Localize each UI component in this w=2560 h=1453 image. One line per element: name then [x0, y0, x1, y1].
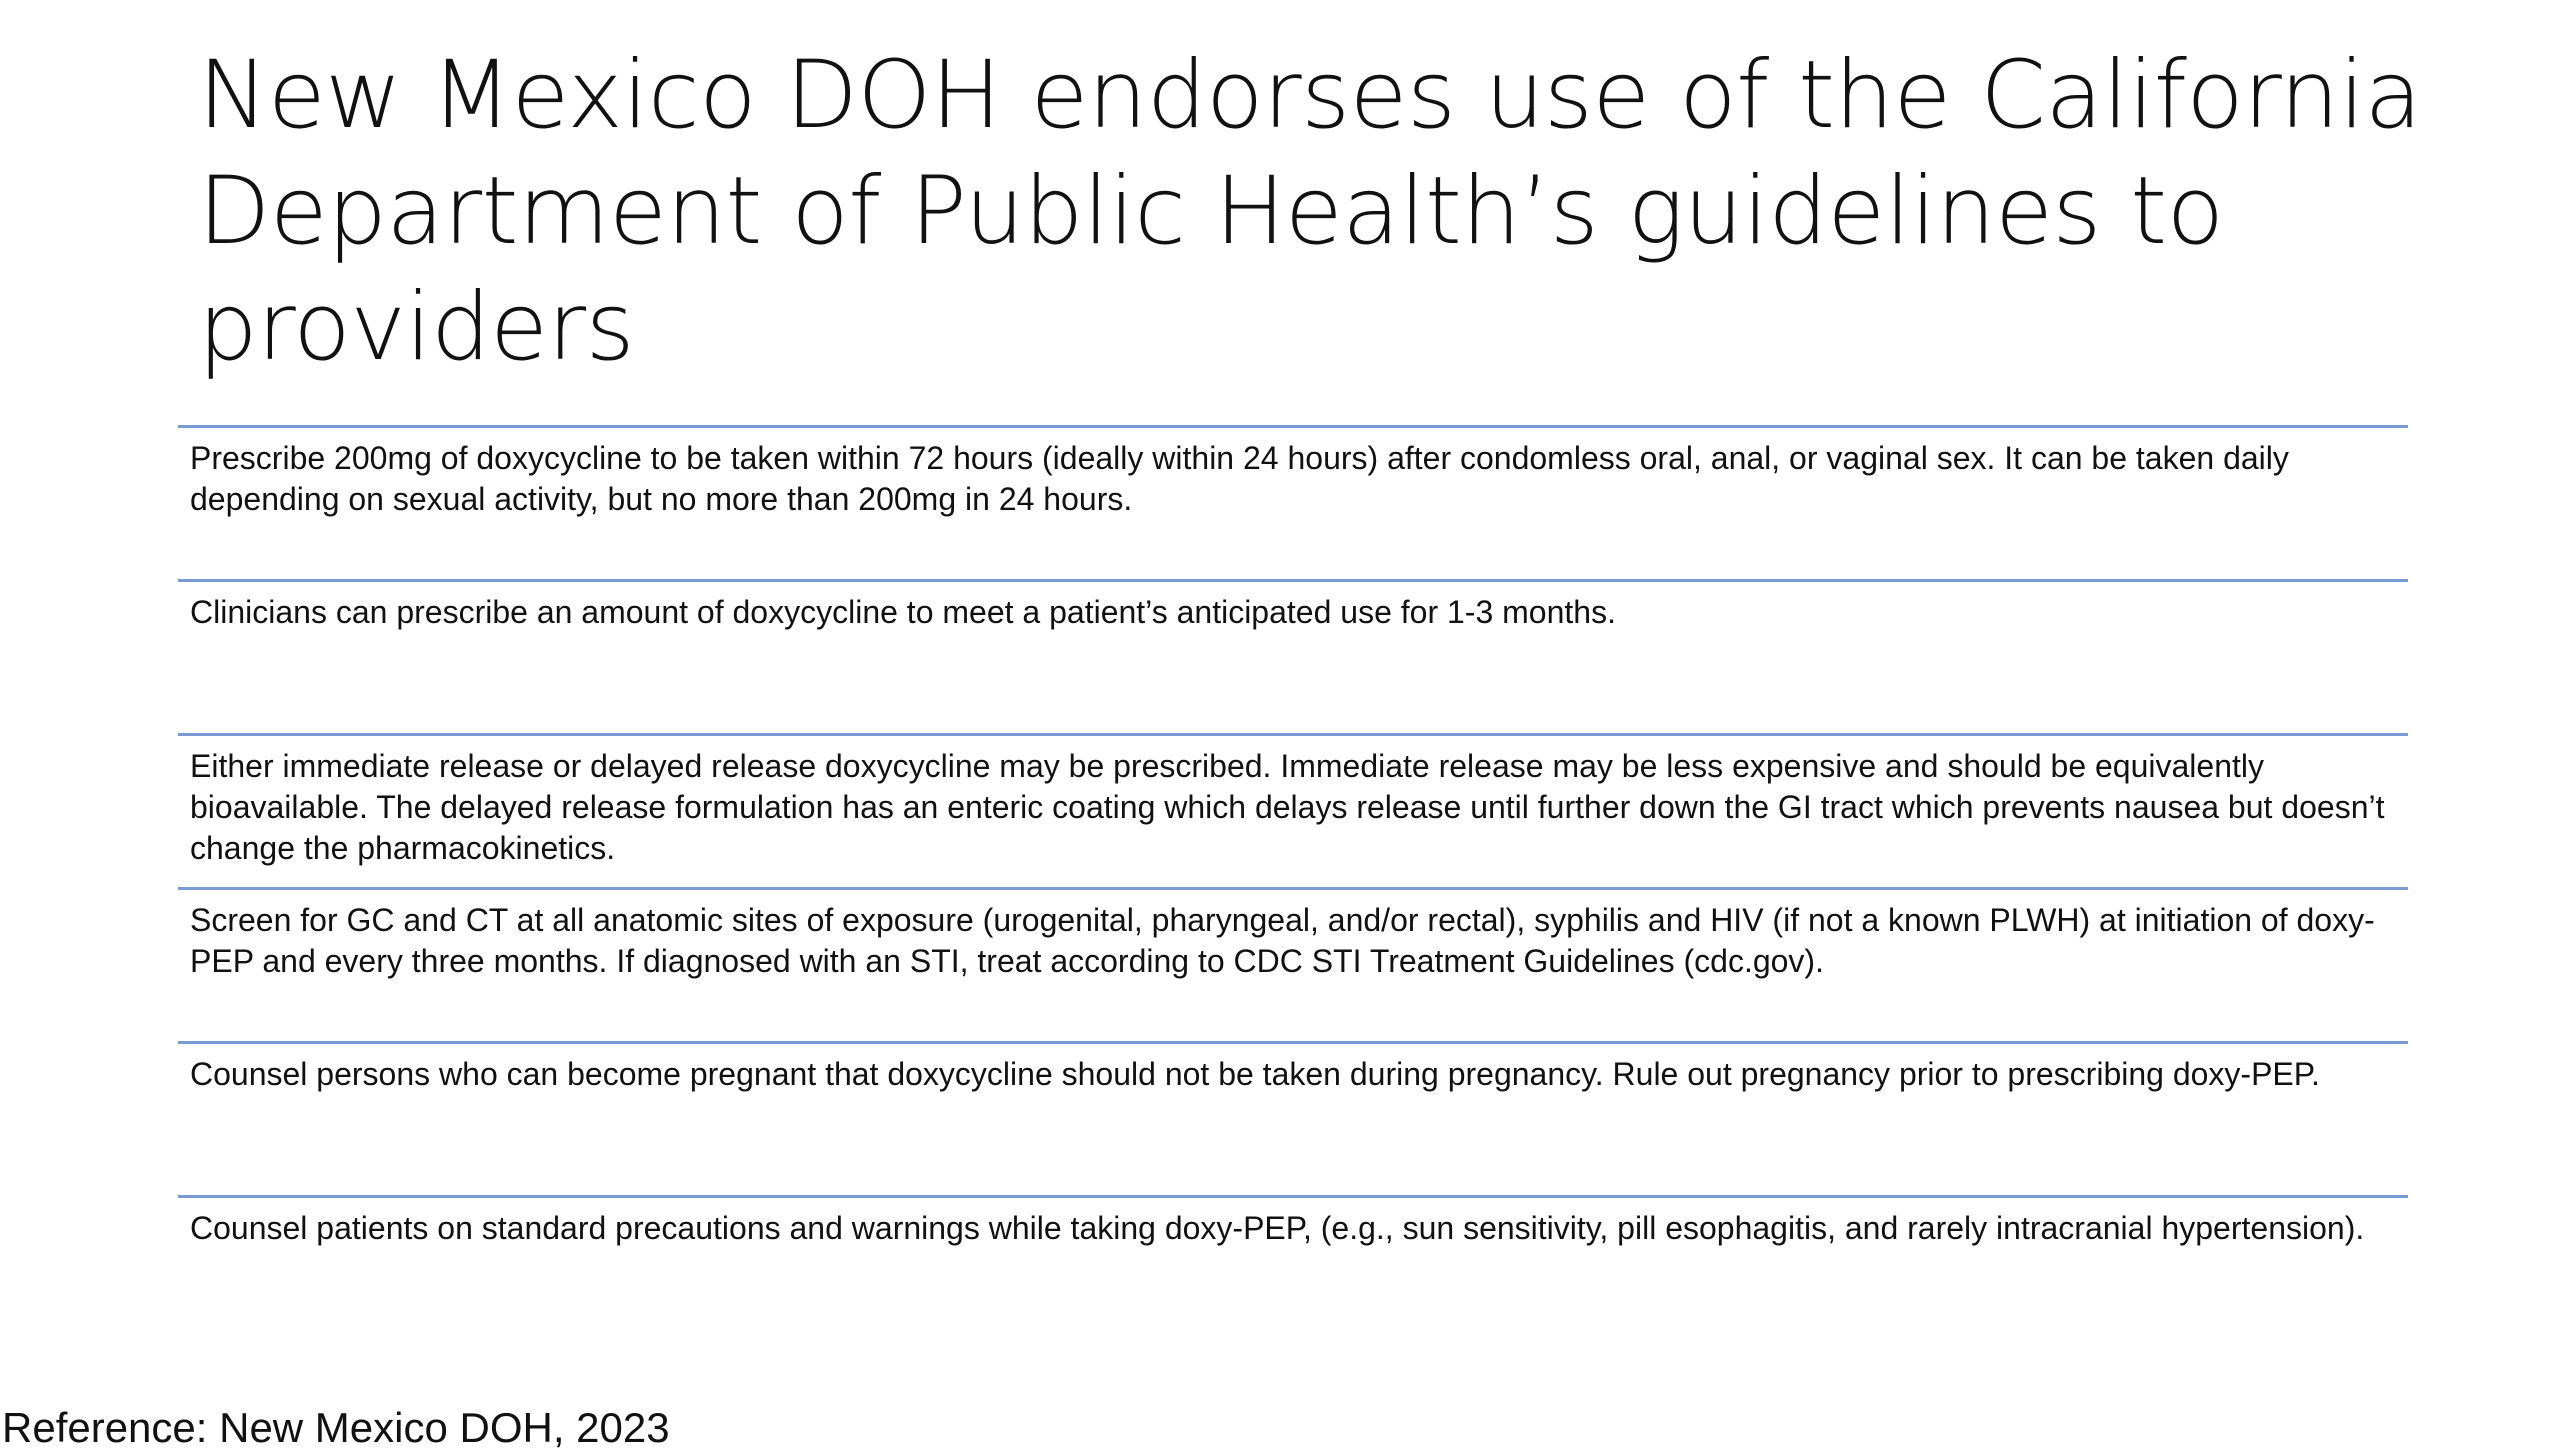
- guideline-item-supply: Clinicians can prescribe an amount of doxycycline to meet a patient’s anticipated use for 1-3 months.: [178, 579, 2408, 733]
- guideline-item-formulation: Either immediate release or delayed release doxycycline may be prescribed. Immediate release may be less expensive and should be equivalently bioavailable. The delayed release formulation has an enteric coating which delays release until further down the GI tract which prevents nausea but doesn’t change the pharmacokinetics.: [178, 733, 2408, 887]
- guideline-item-screening: Screen for GC and CT at all anatomic sites of exposure (urogenital, pharyngeal, and/or rectal), syphilis and HIV (if not a known PLWH) at initiation of doxy-PEP and every three months. If diagnosed with an STI, treat according to CDC STI Treatment Guidelines (cdc.gov).: [178, 887, 2408, 1041]
- guideline-list: [178, 425, 2408, 1349]
- reference-note: Reference: New Mexico DOH, 2023: [2, 1404, 670, 1451]
- guideline-item-dosing: Prescribe 200mg of doxycycline to be taken within 72 hours (ideally within 24 hours) after condomless oral, anal, or vaginal sex. It can be taken daily depending on sexual activity, but no more than 200mg in 24 hours.: [178, 425, 2408, 579]
- slide-title: New Mexico DOH endorses use of the California Department of Public Health’s guidelines to providers: [198, 41, 2422, 382]
- guideline-item-pregnancy: Counsel persons who can become pregnant that doxycycline should not be taken during pregnancy. Rule out pregnancy prior to prescribing doxy-PEP.: [178, 1041, 2408, 1195]
- guideline-item-precautions: Counsel patients on standard precautions and warnings while taking doxy-PEP, (e.g., sun sensitivity, pill esophagitis, and rarely intracranial hypertension).: [178, 1195, 2408, 1349]
